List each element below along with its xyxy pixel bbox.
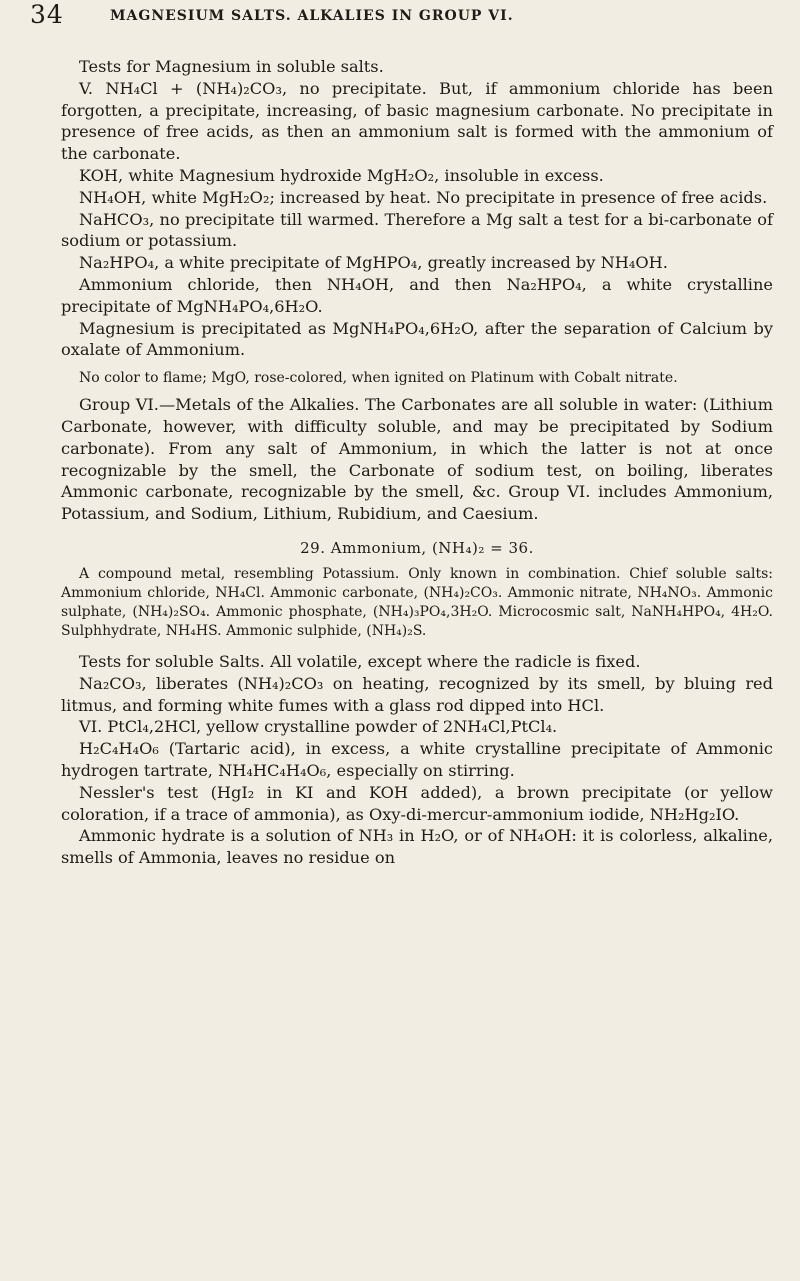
paragraph-group-vi: Group VI.—Metals of the Alkalies. The Carbonates are all soluble in water: (Lithium Carbonate, however, with difficulty soluble, and may be precipitated by Sodium carbonate). From any salt of Ammonium, in which the latter is not at once recognizable by the smell, the Carbonate of sodium test, on boiling, liberates Ammonic carbonate, recognizable by the smell, &c. Group VI. includes Ammonium, Potassium, and Sodium, Lithium, Rubidium, and Caesium. (61, 395, 773, 524)
paragraph-koh-test: KOH, white Magnesium hydroxide MgH₂O₂, insoluble in excess. (79, 165, 604, 185)
paragraph-ammonic-hydrate: Ammonic hydrate is a solution of NH₃ in H₂O, or of NH₄OH: it is colorless, alkaline, smells of Ammonia, leaves no residue on (61, 826, 773, 868)
section-intro-magnesium-tests: Tests for Magnesium in soluble salts. (79, 57, 384, 76)
paragraph-na2co3-test: Na₂CO₃, liberates (NH₄)₂CO₃ on heating, recognized by its smell, by bluing red litmus, and forming white fumes with a glass rod dipped into HCl. (61, 673, 773, 715)
note-ammonium-compounds: A compound metal, resembling Potassium. Only known in combination. Chief soluble salts: Ammonium chloride, NH₄Cl. Ammonic carbonate, (NH₄)₂CO₃. Ammonic nitrate, NH₄NO₃. Ammonic sulphate, (NH₄)₂SO₄. Ammonic phosphate, (NH₄)₃PO₄,3H₂O. Microcosmic salt, NaNH₄HPO₄, 4H₂O. Sulphhydrate, NH₄HS. Ammonic sulphide, (NH₄)₂S. (61, 565, 773, 639)
paragraph-na2hpo4-test: Na₂HPO₄, a white precipitate of MgHPO₄, greatly increased by NH₄OH. (79, 253, 668, 273)
note-flame-color: No color to flame; MgO, rose-colored, when ignited on Platinum with Cobalt nitrate. (79, 370, 678, 387)
paragraph-ptcl4-test: VI. PtCl₄,2HCl, yellow crystalline powder of 2NH₄Cl,PtCl₄. (79, 717, 558, 737)
paragraph-nessler-test: Nessler's test (HgI₂ in KI and KOH added), a brown precipitate (or yellow coloration, if a trace of ammonia), as Oxy-di-mercur-ammonium iodide, NH₂Hg₂IO. (61, 782, 773, 824)
paragraph-tartaric-acid-test: H₂C₄H₄O₆ (Tartaric acid), in excess, a white crystalline precipitate of Ammonic hydrogen tartrate, NH₄HC₄H₄O₆, especially on stirring. (61, 739, 773, 780)
paragraph-nh4oh-test: NH₄OH, white MgH₂O₂; increased by heat. No precipitate in presence of free acids. (79, 187, 768, 207)
section-heading-ammonium: 29. Ammonium, (NH₄)₂ = 36. (300, 538, 534, 557)
paragraph-nahco3-test: NaHCO₃, no precipitate till warmed. Therefore a Mg salt a test for a bi-carbonate of sodium or potassium. (61, 209, 773, 251)
paragraph-ammonium-chloride-test: Ammonium chloride, then NH₄OH, and then Na₂HPO₄, a white crystalline precipitate of MgNH₄PO₄,6H₂O. (61, 274, 773, 316)
page-number: 34 (30, 0, 64, 29)
paragraph-ammonium-carbonate-test: V. NH₄Cl + (NH₄)₂CO₃, no precipitate. But, if ammonium chloride has been forgotten, a precipitate, increasing, of basic magnesium carbonate. No precipitate in presence of free acids, as then an ammonium salt is formed with the ammonium of the carbonate. (61, 78, 773, 164)
running-head: MAGNESIUM SALTS. ALKALIES IN GROUP VI. (110, 8, 514, 24)
paragraph-ammonium-tests: Tests for soluble Salts. All volatile, except where the radicle is fixed. (79, 651, 641, 671)
page-body (61, 56, 773, 869)
paragraph-magnesium-precipitation: Magnesium is precipitated as MgNH₄PO₄,6H₂O, after the separation of Calcium by oxalate of Ammonium. (61, 318, 773, 360)
